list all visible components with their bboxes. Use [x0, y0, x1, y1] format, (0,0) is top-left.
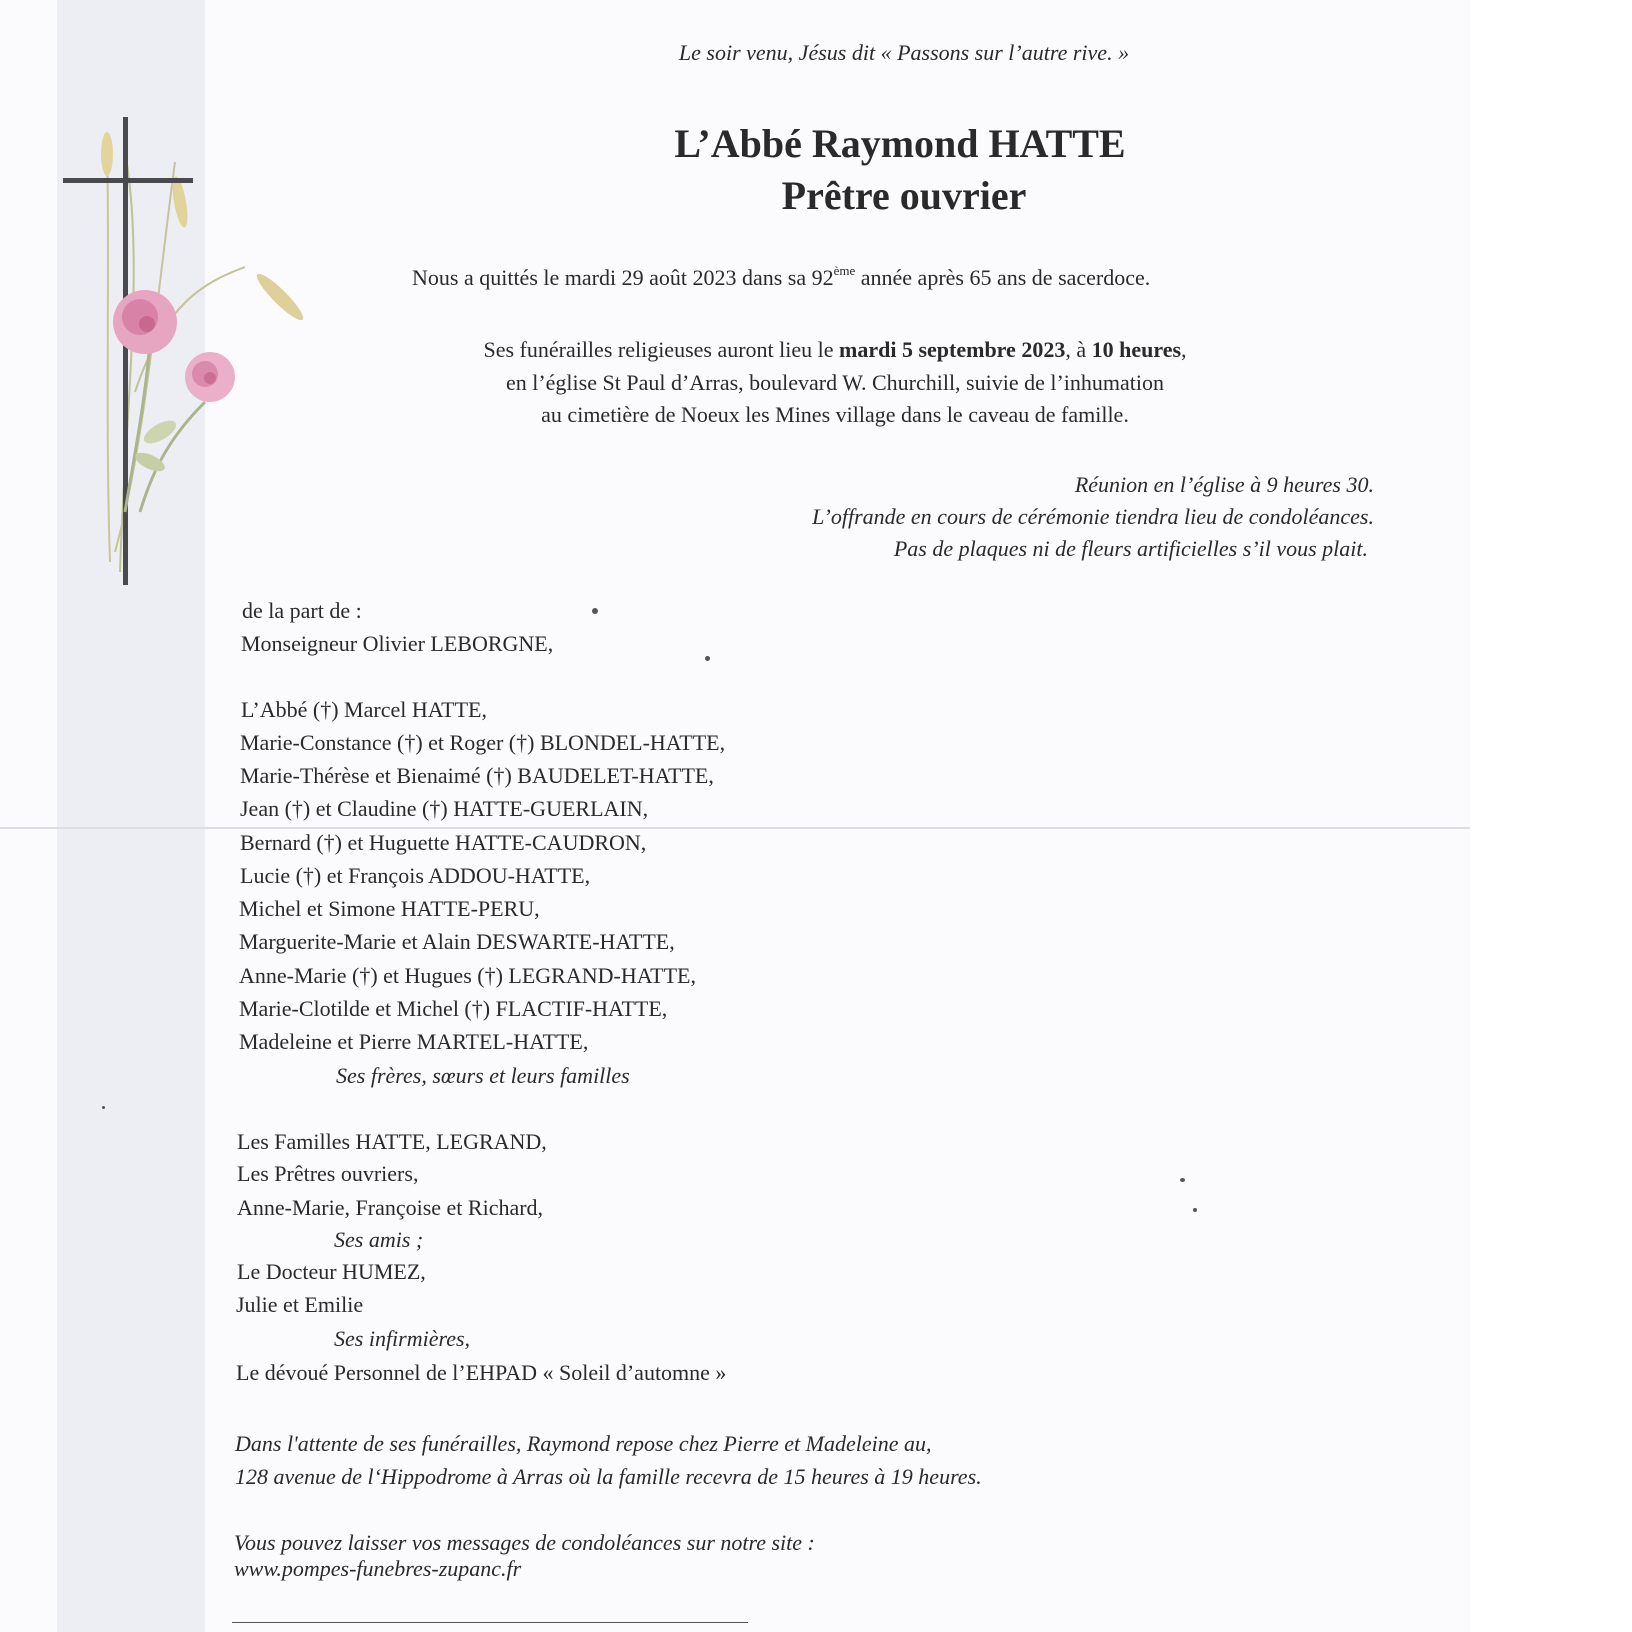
funeral-date: mardi 5 septembre 2023 [839, 337, 1066, 362]
fold-line [0, 827, 1470, 829]
nurses-caption: Ses infirmières, [334, 1326, 471, 1351]
footer-rule [232, 1622, 748, 1623]
care-sender: Julie et Emilie [236, 1292, 364, 1317]
family-member: Marie-Constance (†) et Roger (†) BLONDEL-HATTE, [240, 730, 726, 755]
funeral-line-3: au cimetière de Noeux les Mines village dans le caveau de famille. [541, 402, 1129, 427]
family-caption: Ses frères, sœurs et leurs familles [336, 1063, 630, 1088]
funeral-time: 10 heures [1091, 337, 1182, 362]
family-member: Madeleine et Pierre MARTEL-HATTE, [239, 1029, 589, 1054]
family-member: Marie-Clotilde et Michel (†) FLACTIF-HATTE, [239, 996, 668, 1021]
family-member: Jean (†) et Claudine (†) HATTE-GUERLAIN, [240, 796, 649, 821]
announcement-text-end: année après 65 ans de sacerdoce. [855, 265, 1151, 290]
scan-speck [102, 1106, 105, 1109]
care-sender: Le Docteur HUMEZ, [237, 1259, 426, 1284]
family-member: L’Abbé (†) Marcel HATTE, [241, 697, 487, 722]
note-offering: L’offrande en cours de cérémonie tiendra lieu de condoléances. [812, 504, 1374, 529]
announcement-text: Nous a quittés le mardi 29 août 2023 dans sa 92 [412, 265, 834, 290]
website-link[interactable]: www.pompes-funebres-zupanc.fr [234, 1556, 522, 1581]
scan-speck [705, 656, 710, 661]
family-member: Lucie (†) et François ADDOU-HATTE, [240, 863, 591, 888]
from-intro: de la part de : [242, 598, 362, 623]
family-member: Michel et Simone HATTE-PERU, [239, 896, 540, 921]
death-announcement [412, 263, 1151, 290]
page-margin [1470, 0, 1632, 1632]
note-no-plaques: Pas de plaques ni de fleurs artificielles s’il vous plait. [893, 536, 1368, 561]
other-sender: Les Familles HATTE, LEGRAND, [237, 1129, 547, 1154]
family-member: Bernard (†) et Huguette HATTE-CAUDRON, [240, 830, 647, 855]
page-title: L’Abbé Raymond HATTE [674, 121, 1126, 166]
funeral-line-2: en l’église St Paul d’Arras, boulevard W. Churchill, suivie de l’inhumation [505, 370, 1165, 395]
other-sender: Les Prêtres ouvriers, [237, 1161, 419, 1186]
staff-sender: Le dévoué Personnel de l’EHPAD « Soleil d’automne » [236, 1360, 727, 1385]
funeral-text: Ses funérailles religieuses auront lieu le [483, 337, 840, 362]
from-bishop: Monseigneur Olivier LEBORGNE, [241, 631, 554, 656]
funeral-line-1 [0, 339, 1632, 361]
family-member: Marguerite-Marie et Alain DESWARTE-HATTE, [239, 929, 675, 954]
announcement-superscript: ème [833, 263, 856, 278]
scan-speck [1180, 1178, 1185, 1182]
scan-speck [1193, 1208, 1197, 1212]
rest-line-1: Dans l'attente de ses funérailles, Raymond repose chez Pierre et Madeleine au, [235, 1431, 932, 1456]
other-sender: Anne-Marie, Françoise et Richard, [237, 1195, 544, 1220]
family-member: Anne-Marie (†) et Hugues (†) LEGRAND-HATTE, [239, 963, 696, 988]
funeral-text: , [1181, 337, 1187, 362]
family-member: Marie-Thérèse et Bienaimé (†) BAUDELET-HATTE, [240, 763, 714, 788]
note-gathering: Réunion en l’église à 9 heures 30. [1074, 472, 1374, 497]
condolences-line: Vous pouvez laisser vos messages de condoléances sur notre site : [234, 1530, 815, 1555]
funeral-text: , à [1065, 337, 1092, 362]
rest-line-2: 128 avenue de l‘Hippodrome à Arras où la famille recevra de 15 heures à 19 heures. [235, 1464, 982, 1489]
subtitle: Prêtre ouvrier [781, 173, 1027, 218]
friends-caption: Ses amis ; [334, 1227, 424, 1252]
epigraph: Le soir venu, Jésus dit « Passons sur l’autre rive. » [678, 40, 1130, 65]
scan-speck [592, 608, 598, 614]
